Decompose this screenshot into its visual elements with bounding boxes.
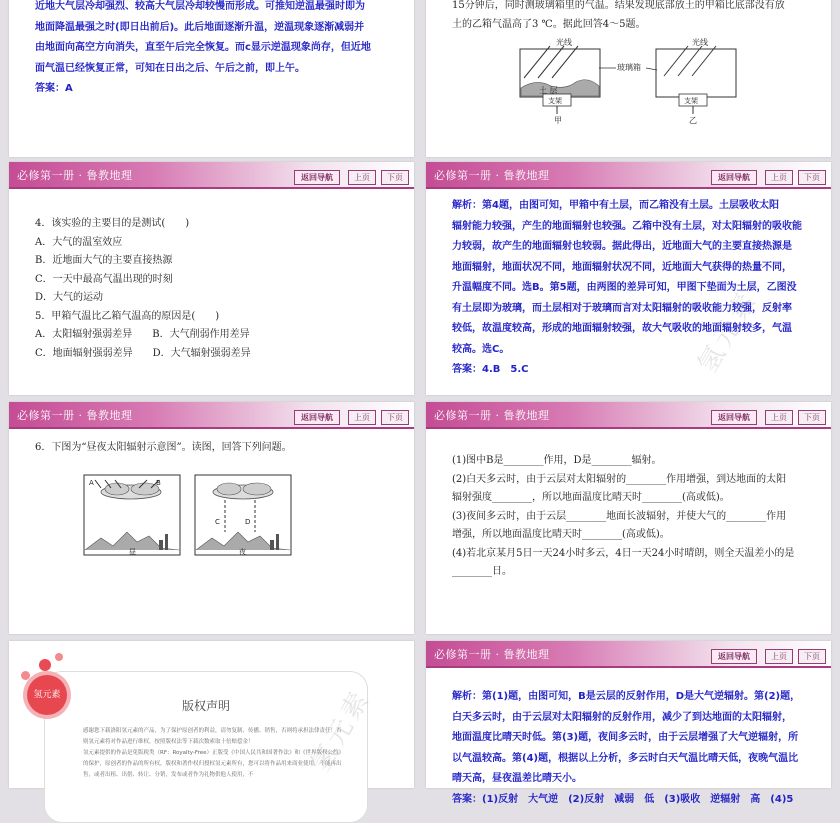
label-a: A [89, 479, 94, 487]
text-line: 面气温已经恢复正常，可知在日出之后、午后之前，即上午。 [35, 62, 305, 74]
label-b: B [156, 479, 161, 487]
decor-dot [21, 671, 30, 680]
next-page-button[interactable]: 下页 [798, 170, 826, 185]
day-label: 昼 [129, 548, 136, 556]
light-label-1: 光线 [556, 38, 572, 47]
back-nav-button[interactable]: 返回导航 [294, 170, 340, 185]
text-line: 地面温度比晴天时低。第(3)题，夜间多云时，由于云层增强了大气逆辐射，所 [452, 732, 799, 743]
text-line: 15分钟后，同时测玻璃箱里的气温。结果发现底部放土的甲箱比底部没有放 [452, 0, 785, 11]
slide-analysis-6 [426, 641, 831, 805]
back-nav-button[interactable]: 返回导航 [711, 649, 757, 664]
next-page-button[interactable]: 下页 [798, 649, 826, 664]
text-line: 辐射能力较强，产生的地面辐射也较强。乙箱中没有土层，对太阳辐射的吸收能 [452, 220, 802, 232]
question-line: (4)若北京某月5日一天24小时多云，4日一天24小时晴朗，则全天温差小的是 [452, 547, 795, 559]
text-line: 力较弱，故产生的地面辐射也较弱。据此得出，近地面大气的主要直接热源是 [452, 241, 792, 252]
box-label-yi: 乙 [689, 116, 697, 125]
course-title: 必修第一册 · 鲁教地理 [434, 409, 550, 422]
course-title: 必修第一册 · 鲁教地理 [434, 169, 550, 182]
box-label-jia: 甲 [554, 116, 562, 125]
text-line: 近地大气层冷却强烈、较高大气层冷却较慢而形成。可推知逆温最强时即为 [35, 1, 365, 12]
slide-question-6-fill [426, 402, 831, 634]
prev-page-button[interactable]: 上页 [765, 410, 793, 425]
text-line: 较高。选C。 [452, 343, 510, 355]
question-line: 辐射强度________，所以地面温度比晴天时________(高或低)。 [452, 492, 730, 503]
next-page-button[interactable]: 下页 [381, 170, 409, 185]
text-line: 解析：第4题，由图可知，甲箱中有土层，而乙箱没有土层。土层吸收太阳 [452, 200, 779, 211]
prev-page-button[interactable]: 上页 [765, 649, 793, 664]
course-title: 必修第一册 · 鲁教地理 [17, 169, 133, 182]
brand-logo: 氢元素 [27, 675, 67, 715]
glass-label: 玻璃箱 [617, 63, 641, 72]
label-c: C [215, 518, 220, 526]
answer-line: 答案：(1)反射 大气逆 (2)反射 减弱 低 (3)吸收 逆辐射 高 (4)5 [452, 793, 794, 805]
course-title: 必修第一册 · 鲁教地理 [17, 409, 133, 422]
back-nav-button[interactable]: 返回导航 [711, 170, 757, 185]
option-line: B．近地面大气的主要直接热源 [35, 255, 173, 266]
course-title: 必修第一册 · 鲁教地理 [434, 648, 550, 661]
slide-questions-4-5 [9, 162, 414, 395]
question-line: 4．该实验的主要目的是测试( ) [35, 218, 190, 229]
slide-analysis-4-5 [426, 162, 831, 395]
stand-label-1: 支架 [548, 97, 562, 105]
text-line: 晴天高，昼夜温差比晴天小。 [452, 773, 582, 784]
text-line: 升温幅度不同。选B。第5题，由两图的差异可知，甲图下垫面为土层，乙图没 [452, 282, 797, 293]
decor-dot [39, 659, 51, 671]
next-page-button[interactable]: 下页 [798, 410, 826, 425]
slide-header [426, 641, 831, 668]
prev-page-button[interactable]: 上页 [765, 170, 793, 185]
question-line: ________日。 [452, 566, 512, 577]
slide-header [9, 162, 414, 189]
option-line: A．大气的温室效应 [35, 236, 123, 248]
text-line: 土的乙箱气温高了3 ℃。据此回答4～5题。 [452, 18, 646, 30]
back-nav-button[interactable]: 返回导航 [294, 410, 340, 425]
answer-line: 答案：A [35, 83, 73, 94]
option-line: C．地面辐射强弱差异 D．大气辐射强弱差异 [35, 347, 251, 359]
night-label: 夜 [239, 548, 246, 556]
option-line: C．一天中最高气温出现的时刻 [35, 273, 173, 285]
light-label-2: 光线 [692, 38, 708, 47]
next-page-button[interactable]: 下页 [381, 410, 409, 425]
question-line: 5．甲箱气温比乙箱气温高的原因是( ) [35, 310, 220, 322]
text-line: 地面降温最强之时(即日出前后)。此后地面逐渐升温，逆温现象逐渐减弱并 [35, 21, 365, 33]
slide-experiment [426, 0, 831, 157]
question-line: 6．下图为“昼夜太阳辐射示意图”。读图，回答下列问题。 [35, 442, 292, 453]
prev-page-button[interactable]: 上页 [348, 170, 376, 185]
text-line: 以气温较高。第(4)题，根据以上分析，多云时白天气温比晴天低，夜晚气温比 [452, 752, 799, 764]
soil-label: 土 层 [539, 86, 558, 95]
watermark: 氢元素 [305, 684, 377, 778]
text-line: 地面辐射，地面状况不同，地面辐射状况不同，近地面大气获得的热量不同， [452, 261, 792, 273]
decor-dot [55, 653, 63, 661]
slide-copyright [9, 641, 414, 788]
slide-header [426, 162, 831, 189]
slide-header [426, 402, 831, 429]
label-d: D [245, 518, 251, 526]
copyright-title: 版权声明 [181, 699, 230, 713]
slide-question-6 [9, 402, 414, 634]
answer-line: 答案：4.B 5.C [452, 364, 529, 375]
option-line: A．太阳辐射强弱差异 B．大气削弱作用差异 [35, 329, 250, 340]
day-night-radiation-diagram [9, 402, 414, 634]
text-line: 解析：第(1)题，由图可知，B是云层的反射作用，D是大气逆辐射。第(2)题， [452, 691, 801, 702]
text-line: 白天多云时，由于云层对太阳辐射的反射作用，减少了到达地面的太阳辐射， [452, 711, 792, 723]
text-line: 较低，故温度较高，形成的地面辐射较强，故大气吸收的地面辐射较多，气温 [452, 323, 792, 334]
prev-page-button[interactable]: 上页 [348, 410, 376, 425]
slide-answer-1 [9, 0, 414, 157]
option-line: D．大气的运动 [35, 292, 104, 303]
stand-label-2: 支架 [684, 97, 698, 105]
watermark: 氢元素 [692, 285, 764, 379]
question-line: 增强，所以地面温度比晴天时________(高或低)。 [452, 529, 670, 540]
question-line: (2)白天多云时，由于云层对太阳辐射的________作用增强，到达地面的太阳 [452, 473, 787, 485]
text-line: 有土层即为玻璃，而土层相对于玻璃而言对太阳辐射的吸收能力较强，反射率 [452, 302, 792, 314]
question-line: (3)夜间多云时，由于云层________地面长波辐射，并使大气的________作用 [452, 510, 787, 522]
copyright-paragraph: 感谢您下载洛阳氢元素的产品，为了保护原创者的利益，请勿复制、传播、销售，否则将承担法律责任！否则氢元素将对作品进行维权，按照版权法等下载次数索取十倍赔偿金！ [83, 728, 342, 745]
copyright-paragraph: 氢元素提供的作品是免版税类（RF：Royalty-Free）正版受《中国人民共和国著作法》和《世界版权公约》的保护，原创者的作品的所有权，版权和著作权归授权氢元素所有，您可以将作品用来商业使用，不能再出售，或者出租、出借、转让、分销，发布或者作为礼物供他人使用，不 [83, 750, 345, 778]
back-nav-button[interactable]: 返回导航 [711, 410, 757, 425]
glass-box-diagram [426, 0, 831, 157]
question-line: (1)图中B是________作用，D是________辐射。 [452, 455, 662, 466]
text-line: 由地面向高空方向消失，直至午后完全恢复。而c显示逆温现象尚存，但近地 [35, 42, 371, 53]
